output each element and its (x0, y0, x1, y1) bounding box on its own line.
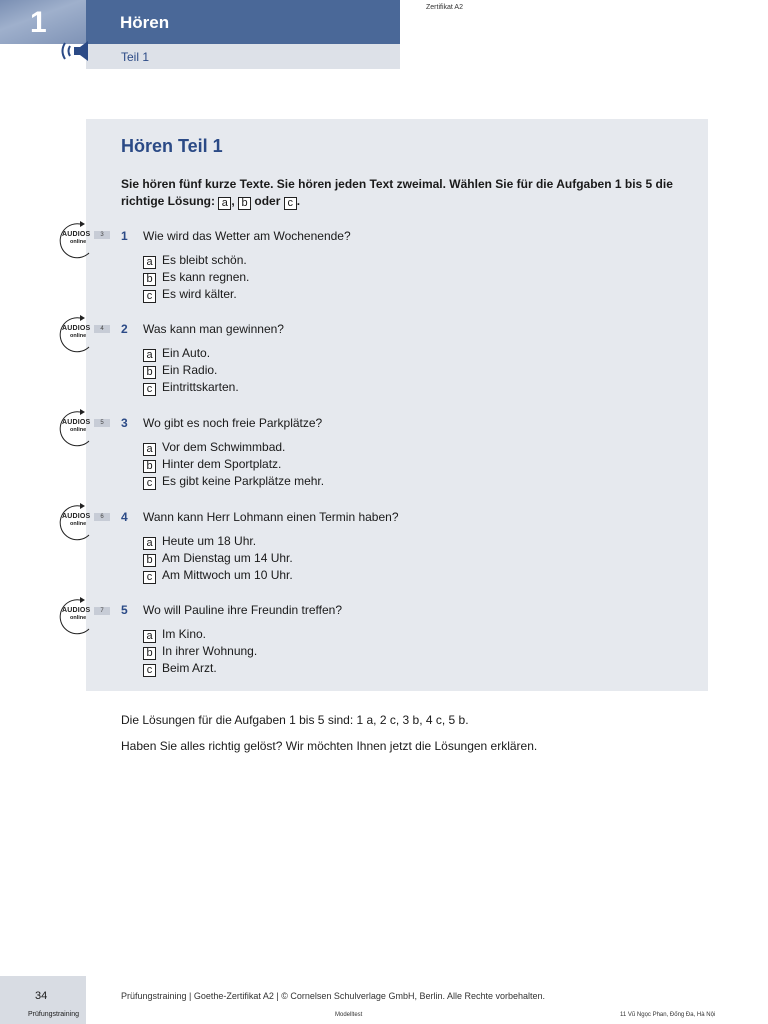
option-checkbox[interactable]: b (143, 554, 156, 567)
option-text: Beim Arzt. (162, 661, 217, 675)
audio-badge-icon[interactable] (56, 409, 116, 447)
option-box-c: c (284, 197, 297, 210)
option-text: Heute um 18 Uhr. (162, 534, 257, 548)
page-subtitle: Teil 1 (121, 50, 150, 64)
option-b[interactable] (143, 363, 239, 380)
separator-period: . (296, 194, 301, 208)
option-checkbox[interactable]: b (143, 366, 156, 379)
audio-badge-icon[interactable] (56, 315, 116, 353)
audio-badge-sublabel: online (70, 333, 87, 339)
footer-credits: Prüfungstraining | Goethe-Zertifikat A2 | © Cornelsen Schulverlage GmbH, Berlin. Alle Rechte vorbehalten. (121, 991, 546, 1001)
option-a[interactable] (143, 534, 293, 551)
audio-track-number: 6 (94, 513, 110, 521)
solutions-text: Die Lösungen für die Aufgaben 1 bis 5 sind: 1 a, 2 c, 3 b, 4 c, 5 b. (121, 713, 469, 727)
page-number: 34 (35, 990, 48, 1002)
audio-track-number: 5 (94, 419, 110, 427)
option-checkbox[interactable]: c (143, 571, 156, 584)
question-text: Wo gibt es noch freie Parkplätze? (143, 416, 323, 430)
option-b[interactable] (143, 551, 293, 568)
instruction-line1: Sie hören fünf kurze Texte. Sie hören jeden Text zweimal. Wählen Sie für die Aufgaben 1 bis 5 die (121, 177, 673, 191)
footer-center-label: Modelltest (335, 1012, 363, 1018)
audio-badge-sublabel: online (70, 615, 87, 621)
audio-track-number: 3 (94, 231, 110, 239)
option-text: Am Mittwoch um 10 Uhr. (162, 568, 293, 582)
option-c[interactable] (143, 568, 293, 585)
audio-badge-label: AUDIOS (62, 513, 91, 520)
option-b[interactable] (143, 644, 257, 661)
question-number: 5 (121, 603, 128, 617)
option-a[interactable] (143, 627, 257, 644)
option-text: Ein Auto. (162, 346, 211, 360)
option-a[interactable] (143, 253, 249, 270)
option-text: Eintrittskarten. (162, 380, 239, 394)
audio-badge-icon[interactable] (56, 597, 116, 635)
footer-address: 11 Vũ Ngọc Phan, Đống Đa, Hà Nội (620, 1012, 716, 1018)
option-c[interactable] (143, 380, 239, 397)
option-c[interactable] (143, 474, 324, 491)
options-list (143, 627, 257, 678)
options-list (143, 346, 239, 397)
question-number: 1 (121, 229, 128, 243)
footer-section: Prüfungstraining (28, 1011, 79, 1018)
option-a[interactable] (143, 440, 324, 457)
solutions-followup: Haben Sie alles richtig gelöst? Wir möchten Ihnen jetzt die Lösungen erklären. (121, 739, 538, 753)
option-checkbox[interactable]: b (143, 273, 156, 286)
audio-badge-label: AUDIOS (62, 607, 91, 614)
instruction-line2-prefix: richtige Lösung: (121, 194, 215, 208)
option-box-a: a (218, 197, 231, 210)
option-text: Es gibt keine Parkplätze mehr. (162, 474, 325, 488)
option-text: Vor dem Schwimmbad. (162, 440, 286, 454)
chapter-number: 1 (0, 0, 86, 44)
question-number: 2 (121, 322, 128, 336)
option-checkbox[interactable]: c (143, 383, 156, 396)
corner-label: Zertifikat A2 (426, 4, 463, 11)
option-text: Im Kino. (162, 627, 207, 641)
option-b[interactable] (143, 457, 324, 474)
option-checkbox[interactable]: b (143, 460, 156, 473)
audio-track-number: 7 (94, 607, 110, 615)
option-text: Ein Radio. (162, 363, 218, 377)
question-text: Wo will Pauline ihre Freundin treffen? (143, 603, 342, 617)
audio-badge-sublabel: online (70, 427, 87, 433)
question-number: 4 (121, 510, 128, 524)
question-number: 3 (121, 416, 128, 430)
option-text: Es bleibt schön. (162, 253, 247, 267)
speaker-icon (56, 36, 100, 66)
option-checkbox[interactable]: a (143, 630, 156, 643)
option-a[interactable] (143, 346, 239, 363)
options-list (143, 440, 324, 491)
option-box-b: b (238, 197, 251, 210)
question-text: Wie wird das Wetter am Wochenende? (143, 229, 351, 243)
option-c[interactable] (143, 661, 257, 678)
audio-track-number: 4 (94, 325, 110, 333)
audio-badge-label: AUDIOS (62, 419, 91, 426)
option-checkbox[interactable]: c (143, 664, 156, 677)
option-checkbox[interactable]: a (143, 443, 156, 456)
separator-or: oder (254, 194, 281, 208)
option-checkbox[interactable]: b (143, 647, 156, 660)
instruction-text (121, 176, 681, 210)
page-title: Hören (120, 13, 170, 32)
audio-badge-label: AUDIOS (62, 231, 91, 238)
audio-badge-sublabel: online (70, 521, 87, 527)
option-checkbox[interactable]: c (143, 290, 156, 303)
audio-badge-label: AUDIOS (62, 325, 91, 332)
option-text: Am Dienstag um 14 Uhr. (162, 551, 293, 565)
option-c[interactable] (143, 287, 249, 304)
separator-comma: , (231, 194, 235, 208)
option-checkbox[interactable]: a (143, 349, 156, 362)
option-b[interactable] (143, 270, 249, 287)
audio-badge-icon[interactable] (56, 221, 116, 259)
option-text: Hinter dem Sportplatz. (162, 457, 282, 471)
options-list (143, 534, 293, 585)
option-text: Es kann regnen. (162, 270, 250, 284)
audio-badge-icon[interactable] (56, 503, 116, 541)
options-list (143, 253, 249, 304)
option-text: In ihrer Wohnung. (162, 644, 258, 658)
option-checkbox[interactable]: a (143, 256, 156, 269)
option-checkbox[interactable]: a (143, 537, 156, 550)
audio-badge-sublabel: online (70, 239, 87, 245)
question-text: Was kann man gewinnen? (143, 322, 284, 336)
option-checkbox[interactable]: c (143, 477, 156, 490)
option-text: Es wird kälter. (162, 287, 237, 301)
exercise-title: Hören Teil 1 (121, 136, 223, 156)
question-text: Wann kann Herr Lohmann einen Termin haben? (143, 510, 399, 524)
